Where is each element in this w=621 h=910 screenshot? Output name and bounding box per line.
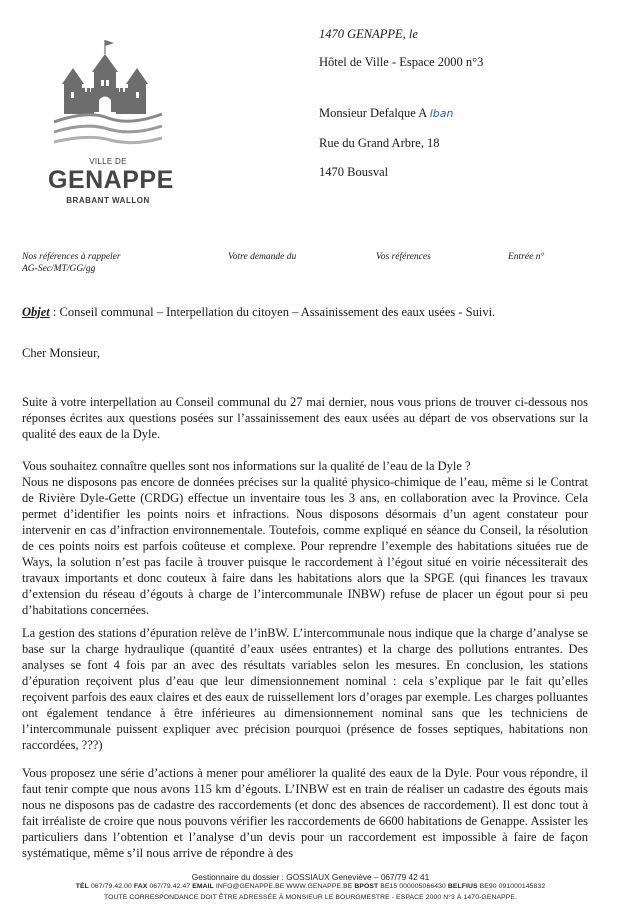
footer-tel-label: TÉL (75, 883, 89, 890)
paragraph-2-text: Nous ne disposons pas encore de données précises sur la qualité physico-chimique de l’eau, même si le Contrat de Rivière Dyle-Gette (CRDG) effectue un inventaire tous les 3 ans, en collaboration avec la Province. Cela permet d’identifier les points noirs et infractions. Nous disposons désormais d’un agent constateur pour intervenir en cas d’infraction environnementale. Toutefois, comme expliqué en séance du Conseil, la résolution de ces points noirs est parfois coûteuse et complexe. Pour reprendre l’exemple des habitations situées rue de Ways, la solution n’est pas facile à trouver puisque le raccordement à l’égout situé en voirie nécessiterait des travaux importants et donc couteux à faire dans les habitations alors que la SPGE (qui finances les travaux d’extension du réseau d’égouts à charge de l’intercommunale INBW) refuse de placer un égout pour si peu d’habitations concernées. (22, 475, 588, 617)
paragraph-2-question: Vous souhaitez connaître quelles sont nos informations sur la qualité de l’eau de la Dyle ? (22, 459, 471, 473)
footer-belfius-label: BELFIUS (447, 883, 478, 890)
greeting: Cher Monsieur, (22, 346, 100, 360)
logo-genappe: GENAPPE (48, 166, 174, 194)
our-references (22, 251, 121, 275)
castle-emblem-icon (48, 38, 168, 158)
footer-fax: 067/79.42.47 (149, 883, 191, 890)
paragraph-1-text: Suite à votre interpellation au Conseil communal du 27 mai dernier, nous vous prions de trouver ci-dessous nos réponses écrites aux questions posées sur l’assainissement des eaux usées au départ de vos observations sur la qualité des eaux de la Dyle. (22, 395, 588, 441)
footer-correspondence: TOUTE CORRESPONDANCE DOIT ÊTRE ADRESSÉE À MONSIEUR LE BOURGMESTRE - ESPACE 2000 N°3 À 1470-GENAPPE. (104, 894, 517, 901)
paragraph-3-text: La gestion des stations d’épuration relève de l’inBW. L’intercommunale nous indique que la charge d’analyse se base sur la charge hydraulique (quantité d’eaux usées entrantes) et la charge des pollutions entrantes. Des analyses se font 4 fois par an avec des résultats variables selon les mesures. En conclusion, les stations d’épuration reçoivent plus d’eau que leur dimensionnement nominal : cela s’explique par le fait qu’elles reçoivent parfois des eaux claires et des eaux de ruissellement lors d’orages par exemple. Les charges polluantes ont également tendance à être inférieures au dimensionnement nominal sans que les techniciens de l’intercommunale puissent expliquer avec précision pourquoi (présence de fosses septiques, habitations non raccordées, ???) (22, 626, 588, 752)
your-request-label: Votre demande du (228, 252, 297, 262)
footer-contact-line (0, 883, 621, 890)
footer-bpost: BE15 000005066430 (380, 883, 446, 890)
footer-email-link[interactable]: INFO@GENAPPE.BE (215, 883, 285, 890)
footer-fax-label: FAX (133, 883, 148, 890)
logo-brabant-wallon: BRABANT WALLON (66, 196, 150, 205)
paragraph-2 (22, 458, 588, 618)
subject-label: Objet (22, 305, 50, 319)
footer-tel: 067/79.42.00 (90, 883, 132, 890)
recipient-handwritten-note: lban (429, 107, 454, 120)
footer-case-manager: Gestionnaire du dossier : GOSSIAUX Geneviève – 067/79 42 41 (191, 872, 430, 882)
sender-address: Hôtel de Ville - Espace 2000 n°3 (319, 55, 484, 69)
paragraph-4-text: Vous proposez une série d’actions à mener pour améliorer la qualité des eaux de la Dyle. Pour vous répondre, il faut tenir compte que nous avons 115 km d’égouts. L’INBW est en train de réaliser un cadastre des égouts mais nous ne disposons pas de cadastre des raccordements (et donc des absences de raccordement). Il est donc tout à fait irréaliste de croire que nous pouvons vérifier les raccordements de 6600 habitations de Genappe. Assister les particuliers dans l’obtention et l’analyse d’un devis pour un raccordement est impossible à faire de façon systématique, même s’il nous arrive de répondre à des (22, 766, 588, 860)
recipient-city: 1470 Bousval (319, 165, 389, 179)
paragraph-3 (22, 625, 588, 753)
genappe-logo (48, 38, 174, 213)
subject-text: : Conseil communal – Interpellation du citoyen – Assainissement des eaux usées - Suivi. (49, 305, 496, 319)
our-references-label: Nos références à rappeler (22, 252, 121, 262)
footer-bpost-label: BPOST (354, 883, 379, 890)
recipient-name: Monsieur Defalque A (319, 106, 427, 120)
logo-ville-de: VILLE DE (89, 157, 127, 166)
recipient-street: Rue du Grand Arbre, 18 (319, 136, 440, 150)
footer-web-link[interactable]: WWW.GENAPPE.BE (286, 883, 353, 890)
entry-number-label: Entrée n° (508, 252, 545, 262)
footer-email-label: EMAIL (192, 883, 214, 890)
recipient-name-line (319, 106, 454, 121)
place-date: 1470 GENAPPE, le (319, 27, 418, 41)
paragraph-1 (22, 394, 588, 442)
footer-belfius: BE90 091000145832 (479, 883, 546, 890)
our-references-value: AG-Sec/MT/GG/gg (22, 264, 96, 274)
your-references-label: Vos références (376, 252, 431, 262)
subject-line (22, 305, 495, 320)
paragraph-4 (22, 765, 588, 861)
